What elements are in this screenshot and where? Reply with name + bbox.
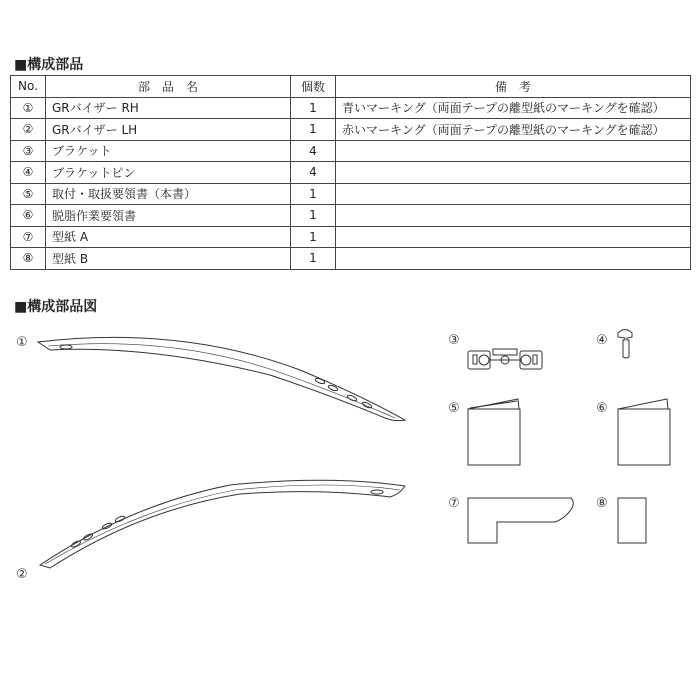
cell-no: ④ xyxy=(11,162,46,184)
header-name: 部 品 名 xyxy=(46,76,291,98)
cell-qty: 1 xyxy=(291,119,336,141)
cell-name: 型紙 B xyxy=(46,248,291,270)
cell-name: 取付・取扱要領書（本書） xyxy=(46,183,291,205)
visor-lh-drawing xyxy=(40,480,405,568)
cell-remarks: 赤いマーキング（両面テープの離型紙のマーキングを確認） xyxy=(336,119,691,141)
cell-qty: 1 xyxy=(291,205,336,227)
cell-name: ブラケット xyxy=(46,140,291,162)
cell-no: ② xyxy=(11,119,46,141)
cell-qty: 1 xyxy=(291,226,336,248)
cell-no: ③ xyxy=(11,140,46,162)
template-a-drawing xyxy=(468,498,573,543)
label-7: ⑦ xyxy=(448,496,460,511)
cell-qty: 1 xyxy=(291,97,336,119)
cell-name: 脱脂作業要領書 xyxy=(46,205,291,227)
label-8: ⑧ xyxy=(596,496,608,511)
parts-list-heading: ■構成部品 xyxy=(14,57,84,73)
header-qty: 個数 xyxy=(291,76,336,98)
label-1: ① xyxy=(16,335,28,350)
cell-name: 型紙 A xyxy=(46,226,291,248)
label-5: ⑤ xyxy=(448,401,460,416)
label-3: ③ xyxy=(448,333,460,348)
cell-qty: 1 xyxy=(291,248,336,270)
cell-name: ブラケットピン xyxy=(46,162,291,184)
cell-qty: 1 xyxy=(291,183,336,205)
label-6: ⑥ xyxy=(596,401,608,416)
cell-remarks: 青いマーキング（両面テープの離型紙のマーキングを確認） xyxy=(336,97,691,119)
cell-no: ⑦ xyxy=(11,226,46,248)
cell-name: GRバイザー LH xyxy=(46,119,291,141)
header-remarks: 備 考 xyxy=(336,76,691,98)
cell-no: ⑧ xyxy=(11,248,46,270)
label-2: ② xyxy=(16,567,28,582)
label-4: ④ xyxy=(596,333,608,348)
cell-name: GRバイザー RH xyxy=(46,97,291,119)
manual-booklet-drawing xyxy=(468,399,520,465)
parts-diagram-heading: ■構成部品図 xyxy=(14,299,98,315)
cell-qty: 4 xyxy=(291,162,336,184)
visor-rh-drawing xyxy=(38,337,405,420)
degreasing-manual-drawing xyxy=(618,399,670,465)
cell-qty: 4 xyxy=(291,140,336,162)
cell-no: ① xyxy=(11,97,46,119)
bracket-drawing xyxy=(468,349,542,369)
cell-no: ⑥ xyxy=(11,205,46,227)
bracket-pin-drawing xyxy=(618,330,632,359)
hole xyxy=(60,345,72,349)
template-b-drawing xyxy=(618,498,646,543)
cell-no: ⑤ xyxy=(11,183,46,205)
header-no: No. xyxy=(11,76,46,98)
